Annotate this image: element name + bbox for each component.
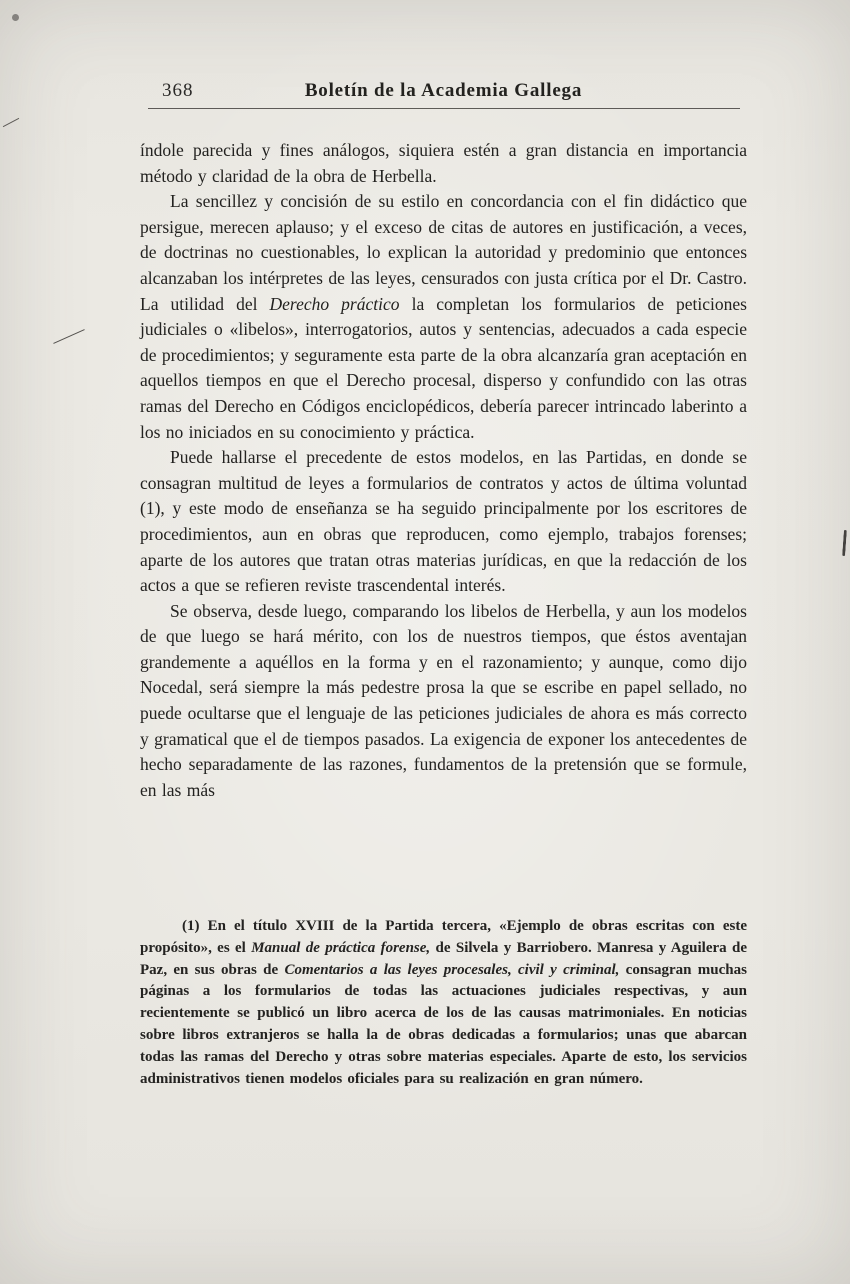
journal-title: Boletín de la Academia Gallega <box>304 80 583 101</box>
text-run: (1) En el título XVIII de la Partida tercera, «Ejemplo de obras escritas con este propósito», es el <box>140 918 747 956</box>
scan-artifact-tick <box>842 530 847 556</box>
text-run: La sencillez y concisión de su estilo en concordancia con el fin didáctico que persigue, merecen aplauso; y el exceso de citas de autores en justificación, a veces, de doctrinas no cuestionables, lo explican la autoridad y predominio que entonces alcanzaban los intérpretes de las leyes, censurados con justa crítica por el Dr. Castro. La utilidad del <box>140 191 747 314</box>
header-rule <box>148 108 740 109</box>
page-header <box>140 80 747 106</box>
text-run: Puede hallarse el precedente de estos modelos, en las Partidas, en donde se consagran multitud de leyes a formularios de contratos y actos de última voluntad (1), y este modo de enseñanza se ha seguido principalmente por los escritores de procedimientos, aun en obras que reproducen, como ejemplo, trabajos forenses; aparte de los autores que tratan otras materias jurídicas, en que la redacción de los actos a que se refieren reviste trascendental interés. <box>140 447 747 596</box>
text-run: consagran muchas páginas a los formularios de todas las actuaciones judiciales respectivas, y aun recientemente se publicó un libro acerca de los de las causas matrimoniales. En noticias sobre libros extranjeros se halla la de obras dedicadas a formularios; unas que abarcan todas las ramas del Derecho y otras sobre materias especiales. Aparte de esto, los servicios administrativos tienen modelos oficiales para su realización en gran número. <box>140 961 747 1087</box>
text-run: de Silvela y Barriobero. Manresa y Aguilera de Paz, en sus obras de <box>140 939 747 978</box>
scan-artifact-slash <box>3 118 19 127</box>
footnote-text <box>140 916 747 1090</box>
text-run: la completan los formularios de peticiones judiciales o «libelos», interrogatorios, autos y sentencias, adecuados a cada especie de procedimientos; y seguramente esta parte de la obra alcanzaría gran aceptación en aquellos tiempos en que el Derecho procesal, disperso y confundido con las otras ramas del Derecho en Códigos enciclopédicos, debería parecer intrincado laberinto a los no iniciados en su conocimiento y práctica. <box>140 293 747 442</box>
italic-text-run: Derecho práctico <box>269 293 400 314</box>
body-text <box>140 138 747 803</box>
page-number: 368 <box>162 80 194 101</box>
paragraph <box>140 599 747 804</box>
italic-text-run: Comentarios a las leyes procesales, civil y criminal, <box>284 961 620 978</box>
paragraph <box>140 445 747 599</box>
paragraph <box>140 189 747 445</box>
text-run: índole parecida y fines análogos, siquiera estén a gran distancia en importancia método y claridad de la obra de Herbella. <box>140 140 747 186</box>
footnote <box>140 916 747 1090</box>
paragraph <box>140 138 747 189</box>
italic-text-run: Manual de práctica forense, <box>251 939 431 956</box>
text-run: Se observa, desde luego, comparando los libelos de Herbella, y aun los modelos de que luego se hará mérito, con los de nuestros tiempos, que éstos aventajan grandemente a aquéllos en la forma y en el razonamiento; y aunque, como dijo Nocedal, será siempre la más pedestre prosa la que se escribe en papel sellado, no puede ocultarse que el lenguaje de las peticiones judiciales de ahora es más correcto y gramatical que el de tiempos pasados. La exigencia de exponer los antecedentes de hecho separadamente de las razones, fundamentos de la pretensión que se formule, en las más <box>140 600 747 800</box>
scan-artifact-speck <box>12 14 19 21</box>
scan-artifact-slash <box>53 329 84 344</box>
